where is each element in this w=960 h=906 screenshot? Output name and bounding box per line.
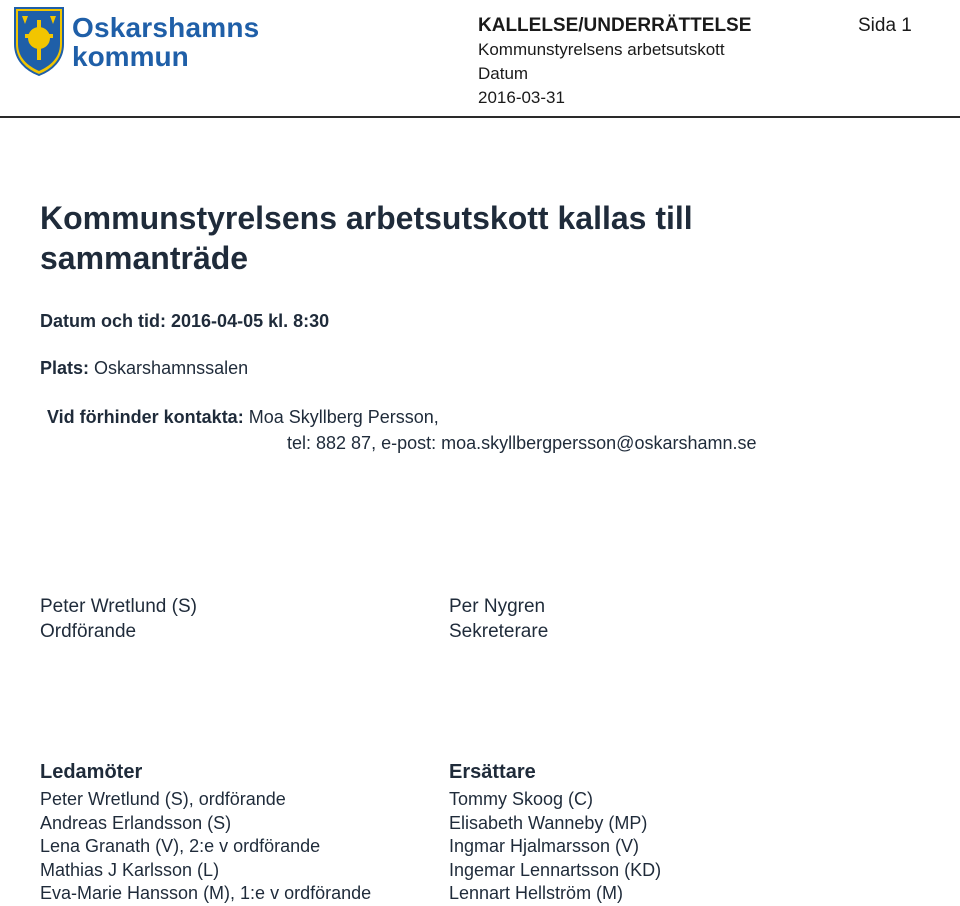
municipality-logo: [12, 4, 262, 78]
datetime-label: Datum och tid:: [40, 311, 166, 331]
document-header: [478, 14, 751, 110]
list-item: Lena Granath (V), 2:e v ordförande: [40, 836, 321, 856]
contact-name: Moa Skyllberg Persson,: [248, 407, 439, 427]
document-type: KALLELSE/UNDERRÄTTELSE: [478, 15, 752, 36]
date-label: Datum: [478, 64, 529, 83]
logo-name-line2: kommun: [72, 41, 189, 72]
header-divider: [0, 116, 960, 118]
page-title: Kommunstyrelsens arbetsutskott kallas till sammanträde: [40, 200, 693, 276]
contact-details: tel: 882 87, e-post: moa.skyllbergpersson@oskarshamn.se: [287, 433, 757, 453]
substitutes-list: [449, 788, 661, 906]
members-section: [40, 761, 371, 906]
coat-of-arms-shield-icon: [12, 4, 66, 76]
members-list: [40, 788, 371, 906]
list-item: Ingmar Hjalmarsson (V): [449, 836, 640, 856]
datetime-value: 2016-04-05 kl. 8:30: [171, 311, 330, 331]
chair-role: Ordförande: [40, 621, 137, 642]
chair-name: Peter Wretlund (S): [40, 596, 197, 617]
members-heading: Ledamöter: [40, 761, 143, 783]
list-item: Ingemar Lennartsson (KD): [449, 859, 662, 880]
logo-name-line1: Oskarshamns: [72, 12, 260, 43]
secretary-name: Per Nygren: [449, 596, 546, 617]
list-item: Mathias J Karlsson (L): [40, 859, 220, 880]
substitutes-section: [449, 761, 661, 906]
meeting-place: [40, 358, 248, 379]
place-label: Plats:: [40, 358, 90, 378]
meeting-contact: [47, 407, 439, 428]
list-item: Eva-Marie Hansson (M), 1:e v ordförande: [40, 883, 372, 903]
committee-name: Kommunstyrelsens arbetsutskott: [478, 40, 725, 59]
secretary-role: Sekreterare: [449, 621, 549, 642]
meeting-datetime: [40, 311, 329, 332]
substitutes-heading: Ersättare: [449, 761, 536, 783]
list-item: Lennart Hellström (M): [449, 883, 624, 903]
date-value: 2016-03-31: [478, 88, 565, 107]
list-item: Andreas Erlandsson (S): [40, 812, 232, 833]
signature-chair: [40, 594, 197, 644]
place-value: Oskarshamnssalen: [94, 358, 249, 378]
list-item: Peter Wretlund (S), ordförande: [40, 789, 286, 809]
page-number: Sida 1: [858, 15, 912, 36]
list-item: Tommy Skoog (C): [449, 789, 594, 809]
contact-label: Vid förhinder kontakta:: [47, 407, 244, 427]
signature-secretary: [449, 594, 548, 644]
list-item: Elisabeth Wanneby (MP): [449, 812, 648, 833]
